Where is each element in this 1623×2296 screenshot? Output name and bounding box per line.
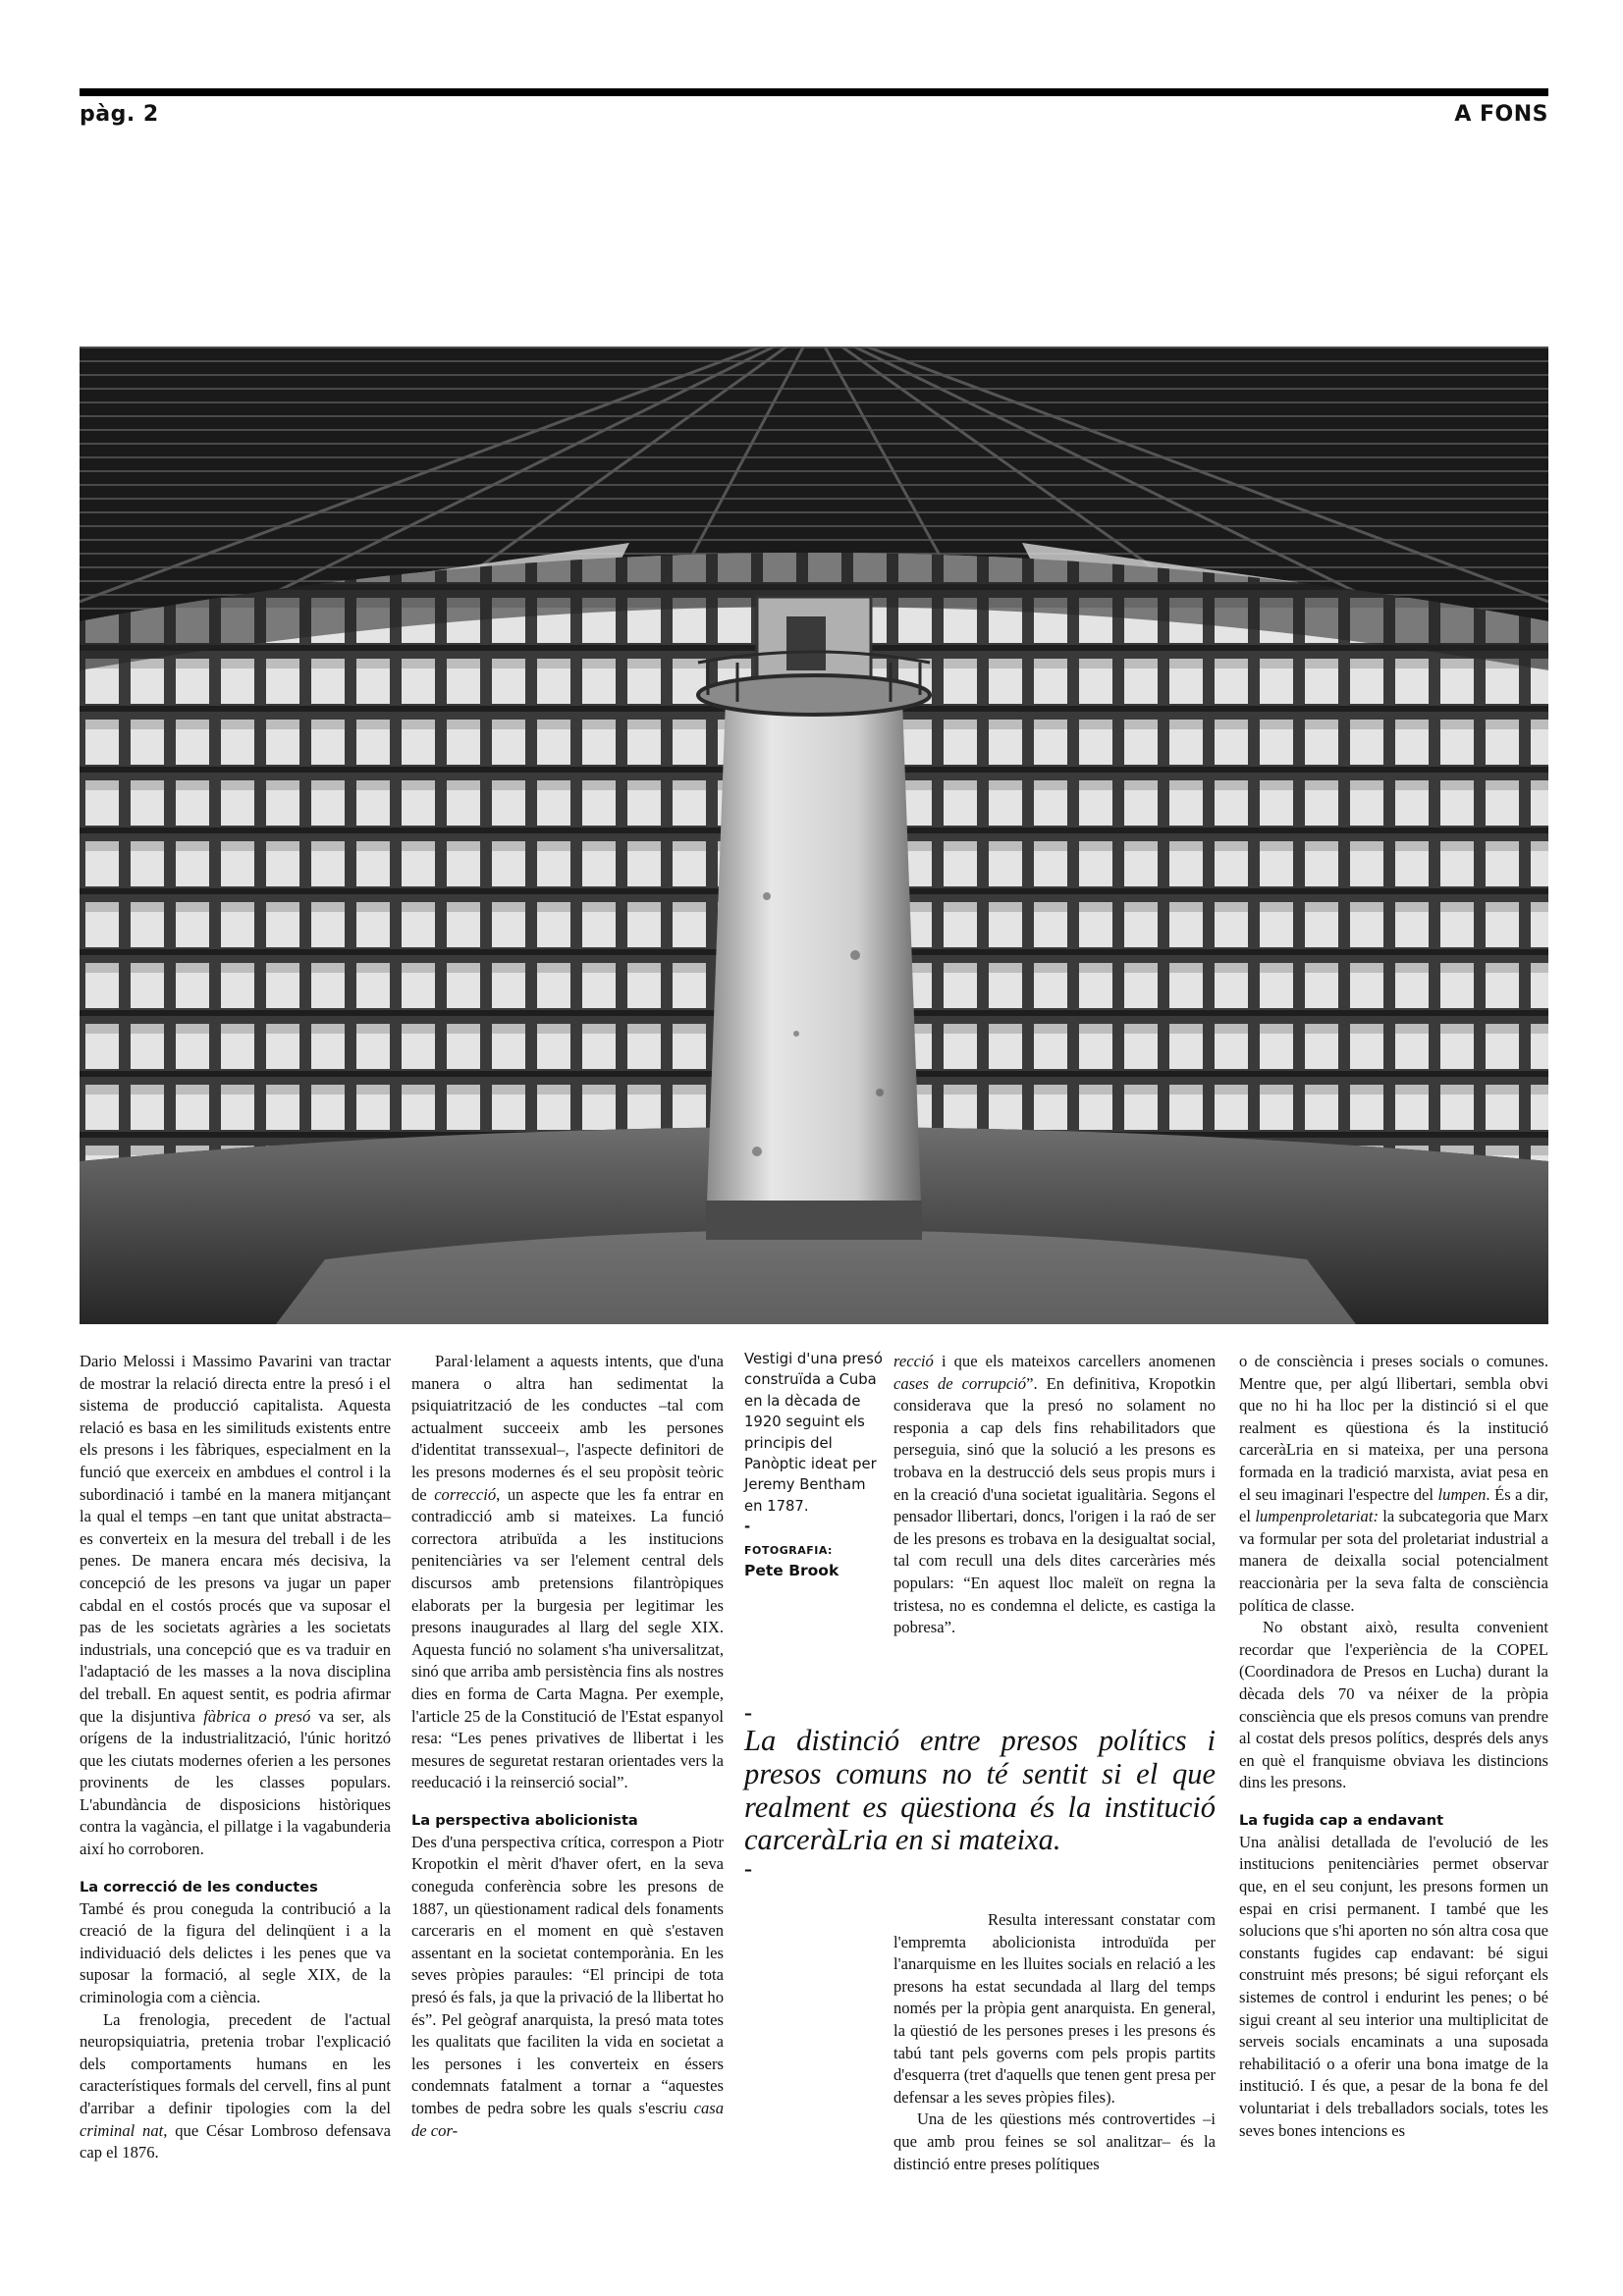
caption-text: Vestigi d'una presó construïda a Cuba en la dècada de 1920 seguint els principis del Panòptic ideat per Jeremy Bentham en 1787. <box>744 1351 883 1515</box>
photo-caption <box>744 1349 884 1581</box>
pullquote-text: La distinció entre presos polítics i presos comuns no té sentit si el que realment es qüestiona és la institució carceràLria en si mateixa. <box>744 1724 1216 1857</box>
paragraph: Dario Melossi i Massimo Pavarini van tractar de mostrar la relació directa entre la presó i el sistema de producció capitalista. Aquesta relació es basa en les similituds existents entre els presons i les fàbriques, especialment en la funció que exerceix en ambdues el control i la subordinació i també en la manera mitjançant la qual el temps –en tant que unitat abstracta– es converteix en la mesura del treball i de les penes. De manera encara més decisiva, la concepció de les presons va jugar un paper cabdal en el costós procés que va suposar el pas de les societats agràries a les societats industrials, una concepció que es va traduir en l'adaptació de les masses a la nova disciplina del treball. En aquest sentit, es podria afirmar que la disjuntiva fàbrica o presó va ser, als orígens de la industrialització, l'únic horitzó que les ciutats modernes oferien a les persones provinents de les classes populars. L'abundància de disposicions històriques contra la vagància, el pillatge i la vagabunderia així ho corroboren. <box>80 1352 391 1859</box>
pullquote-dash-bottom: – <box>744 1860 752 1880</box>
paragraph: Paral·lelament a aquests intents, que d'una manera o altra han sedimentat la psiquiatrització de les conductes –tal com actualment succeeix amb les persones d'identitat transsexual–, l'aspecte definitori de les presons modernes és el seu propòsit teòric de correcció, un aspecte que les fa entrar en contradicció amb si mateixes. La funció correctora atribuïda a les institucions penitenciàries va ser l'element central dels discursos amb pretensions filantròpiques elaborats per la burgesia per legitimar les presons inaugurades al llarg del segle XIX. Aquesta funció no solament s'ha universalitzat, sinó que arriba amb persistència fins als nostres dies en forma de Carta Magna. Per exemple, l'article 25 de la Constitució de l'Estat espanyol resa: “Les penes privatives de llibertat i les mesures de seguretat restaran orientades vers la reeducació i la reinserció social”. <box>411 1352 724 1792</box>
paragraph: Una de les qüestions més controvertides –i que amb prou feines se sol analitzar– és la distinció entre preses polítiques <box>893 2109 1216 2173</box>
article-column-5 <box>1239 1351 1548 2142</box>
panopticon-photo <box>80 347 1548 1324</box>
paragraph: Des d'una perspectiva crítica, correspon a Piotr Kropotkin el mèrit d'haver ofert, en la seva coneguda conferència sobre les presons de 1887, un qüestionament radical dels fonaments carceraris en el moment en què s'estaven assentant en la societat contemporània. En les seves pròpies paraules: “El principi de tota presó és fals, ja que la privació de la llibertat ho és”. Pel geògraf anarquista, la presó mata totes les qualitats que faciliten la vida en societat a les persones i les converteix en éssers condemnats fatalment a tornar a “aquestes tombes de pedra sobre les quals s'escriu casa de cor- <box>411 1832 724 2140</box>
caption-dash: - <box>744 1519 751 1536</box>
article-column-2 <box>411 1351 724 2142</box>
credit-label: FOTOGRAFIA: <box>744 1543 833 1557</box>
subheading-fugida: La fugida cap a endavant <box>1239 1811 1444 1829</box>
article-column-4-bottom <box>893 1909 1216 2175</box>
paragraph: La frenologia, precedent de l'actual neuropsiquiatria, pretenia trobar l'explicació dels comportaments humans en les característiques formals del cervell, fins al punt d'arribar a definir tipologies com la del criminal nat, que César Lombroso defensava cap el 1876. <box>80 2009 391 2163</box>
section-title: A FONS <box>1454 102 1548 127</box>
paragraph: Una anàlisi detallada de l'evolució de les institucions penitenciàries permet observar que, en el seu conjunt, les presons formen un espai en crisi permanent. I també que les solucions que s'hi aporten no són altra cosa que constants fugides cap endavant: bé sigui construint més presons; bé sigui reforçant els sistemes de control i endurint les penes; o bé sigui creant al seu interior una multiplicitat de serveis socials encaminats a una suposada rehabilitació o a oferir una bona imatge de la institució. I és que, a pesar de la bona fe del voluntariat i dels treballadors socials, totes les seves bones intencions es <box>1239 1832 1548 2140</box>
paragraph: Resulta interessant constatar com l'empremta abolicionista introduïda per l'anarquisme en les lluites socials en relació a les presons ha estat secundada al llarg del temps només per la pròpia gent anarquista. En general, la qüestió de les persones preses i les presons és tabú tant pels governs com pels propis partits d'esquerra (tret d'aquells que tenen gent presa per defensar a les seves pròpies files). <box>893 1910 1216 2107</box>
paragraph: o de consciència i preses socials o comunes. Mentre que, per algú llibertari, sembla obvi que no hi ha lloc per la distinció si el que realment es qüestiona és la institució carceràLria en si mateixa, per una persona formada en la tradició marxista, aviat pesa en el seu imaginari l'espectre del lumpen. És a dir, el lumpenproletariat: la subcategoria que Marx va formular per sota del proletariat industrial a manera de deixalla social potencialment reaccionària per la seva falta de consciència política de classe. <box>1239 1352 1549 1615</box>
paragraph: No obstant això, resulta convenient recordar que l'experiència de la COPEL (Coordinadora de Presos en Lucha) durant la dècada dels 70 va néixer de la pròpia consciència que els presos comuns van prendre al costat dels presos polítics, després dels anys en què el franquisme obviava les distincions dins les presons. <box>1239 1618 1548 1792</box>
subheading-abolicionista: La perspectiva abolicionista <box>411 1811 638 1829</box>
paragraph: També és prou coneguda la contribució a la creació de la figura del delinqüent i a la individuació dels delictes i les penes que va suposar la formació, al segle XIX, de la criminologia com a ciència. <box>80 1898 391 2007</box>
article-column-4-top <box>893 1351 1216 1639</box>
subheading-correccio: La correcció de les conductes <box>80 1878 318 1896</box>
page-number: pàg. 2 <box>80 102 159 127</box>
top-rule <box>80 88 1548 96</box>
pull-quote <box>744 1705 1216 1879</box>
article-column-1 <box>80 1351 391 2164</box>
paragraph: recció i que els mateixos carcellers anomenen cases de corrupció”. En definitiva, Kropotkin considerava que la presó no solament no responia a cap dels fins rehabilitadors que perseguia, sinó que la solució a les presons es trobava en la destrucció dels seus propis murs i en la creació d'una societat igualitària. Segons el pensador llibertari, doncs, l'origen i la raó de ser de les presons es trobava en la desigualtat social, tal com recull una dels dites carceràries més populars: “En aquest lloc maleït on regna la tristesa, no es condemna el delicte, es castiga la pobresa”. <box>893 1352 1216 1637</box>
photo-credit: Pete Brook <box>744 1562 839 1580</box>
panopticon-illustration <box>80 347 1548 1324</box>
pullquote-dash-top: – <box>744 1704 752 1723</box>
